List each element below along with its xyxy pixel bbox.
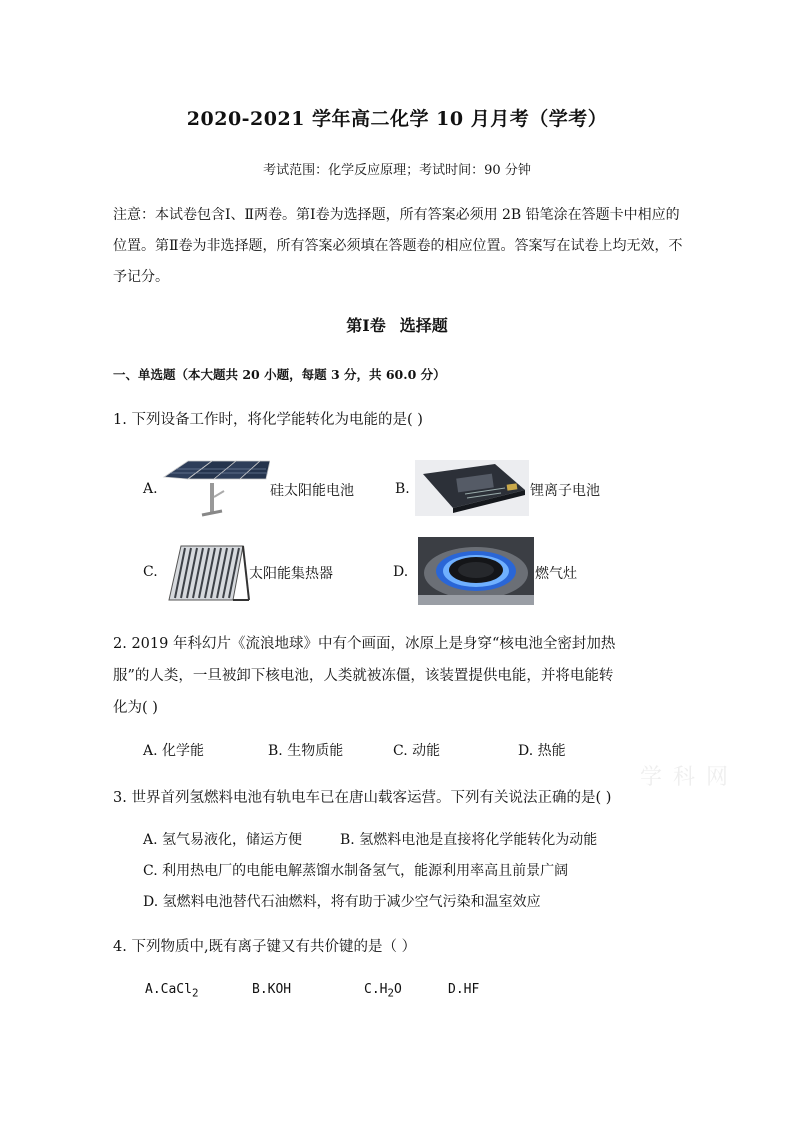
q2-option-c: C. 动能 (393, 743, 441, 759)
lithium-battery-image (415, 460, 529, 516)
exam-notice: 注意：本试卷包含Ⅰ、Ⅱ两卷。第Ⅰ卷为选择题，所有答案必须用 2B 铅笔涂在答题卡中相应的位置。第Ⅱ卷为非选择题，所有答案必须填在答题卷的相应位置。答案写在试卷上均无效，不予记分。 (113, 207, 683, 285)
question-2-line-2: 服”的人类，一旦被卸下核电池，人类就被冻僵，该装置提供电能，并将电能转 (113, 668, 614, 684)
solar-collector-image (163, 542, 251, 602)
question-3-stem: 3. 世界首列氢燃料电池有轨电车已在唐山载客运营。下列有关说法正确的是( ) (113, 790, 612, 806)
q1-option-d-letter: D. (393, 564, 409, 580)
exam-info: 考试范围：化学反应原理；考试时间：90 分钟 (263, 163, 531, 178)
part-name: 选择题 (399, 316, 448, 335)
q4-option-b: B.KOH (252, 982, 292, 997)
section-heading: 一、单选题（本大题共 20 小题，每题 3 分，共 60.0 分） (113, 367, 446, 382)
q3-option-a: A. 氢气易液化，储运方便 (143, 832, 303, 848)
q2-option-a: A. 化学能 (143, 743, 205, 759)
question-1-stem: 1. 下列设备工作时，将化学能转化为电能的是( ) (113, 412, 423, 428)
q1-option-c-text: 太阳能集热器 (249, 566, 333, 582)
q1-option-b-text: 锂离子电池 (530, 483, 600, 499)
q2-option-d: D. 热能 (518, 743, 566, 759)
gas-stove-image (418, 537, 534, 605)
q2-option-b: B. 生物质能 (268, 743, 344, 759)
q1-option-a-letter: A. (143, 481, 158, 497)
watermark: 学 科 网 (640, 765, 730, 790)
q4-option-c: $C.H_2O$ (364, 982, 402, 1000)
question-2-line-1: 2. 2019 年科幻片《流浪地球》中有个画面，冰原上是身穿“核电池全密封加热 (113, 636, 616, 652)
question-2-line-3: 化为( ) (113, 700, 158, 716)
question-4-stem: 4. 下列物质中,既有离子键又有共价键的是（ ） (113, 939, 417, 955)
q3-option-d: D. 氢燃料电池替代石油燃料，将有助于减少空气污染和温室效应 (143, 894, 541, 910)
part-label: 第Ⅰ卷 (346, 316, 386, 335)
q4-option-d: D.HF (448, 982, 480, 997)
q1-option-a-text: 硅太阳能电池 (270, 483, 354, 499)
q1-option-c-letter: C. (143, 564, 158, 580)
q1-option-b-letter: B. (395, 481, 410, 497)
page-title: 2020-2021 学年高二化学 10 月月考（学考） (186, 108, 608, 130)
q3-option-c: C. 利用热电厂的电能电解蒸馏水制备氢气，能源利用率高且前景广阔 (143, 863, 569, 879)
q3-option-b: B. 氢燃料电池是直接将化学能转化为动能 (340, 832, 598, 848)
q1-option-d-text: 燃气灶 (535, 566, 577, 582)
q4-option-a: A.CaCl$_2$ (145, 982, 199, 1000)
part-heading (0, 313, 794, 336)
solar-panel-image (162, 457, 270, 519)
